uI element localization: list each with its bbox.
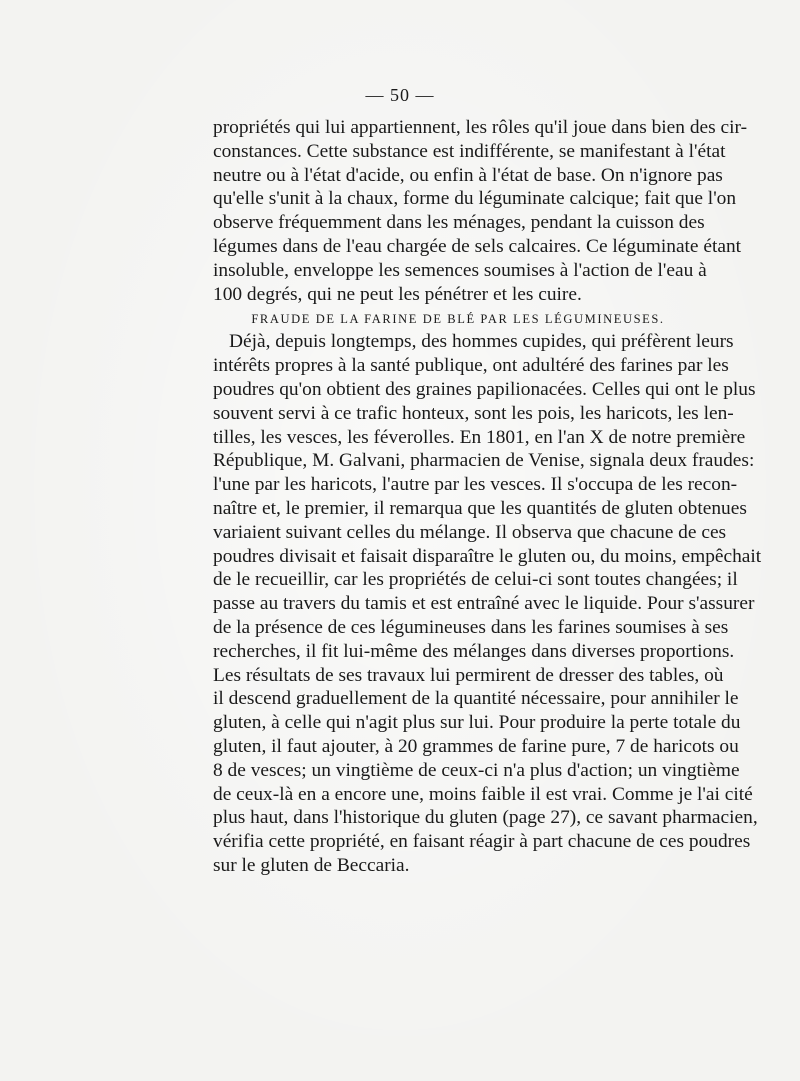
- text-line: qu'elle s'unit à la chaux, forme du léguminate calcique; fait que l'on: [213, 188, 737, 210]
- text-line: l'une par les haricots, l'autre par les vesces. Il s'occupa de les recon-: [213, 474, 738, 496]
- paragraph-1: [213, 116, 748, 306]
- text-line: constances. Cette substance est indifférente, se manifestant à l'état: [213, 140, 726, 162]
- text-line: de ceux-là en a encore une, moins faible il est vrai. Comme je l'ai cité: [213, 783, 753, 805]
- text-line: 8 de vesces; un vingtième de ceux-ci n'a plus d'action; un vingtième: [213, 759, 740, 781]
- page-number: — 50 —: [365, 85, 435, 105]
- text-line: neutre ou à l'état d'acide, ou enfin à l'état de base. On n'ignore pas: [213, 164, 723, 186]
- text-line: souvent servi à ce trafic honteux, sont les pois, les haricots, les len-: [213, 402, 734, 424]
- text-line: variaient suivant celles du mélange. Il observa que chacune de ces: [213, 521, 727, 543]
- text-line: propriétés qui lui appartiennent, les rôles qu'il joue dans bien des cir-: [213, 117, 748, 138]
- text-line: plus haut, dans l'historique du gluten (page 27), ce savant pharmacien,: [213, 807, 758, 829]
- text-line: recherches, il fit lui-même des mélanges dans diverses proportions.: [213, 640, 735, 662]
- text-line: intérêts propres à la santé publique, ont adultéré des farines par les: [213, 355, 729, 377]
- paragraph-2: [213, 330, 762, 877]
- text-line: de la présence de ces légumineuses dans les farines soumises à ses: [213, 616, 729, 638]
- text-line: poudres divisait et faisait disparaître le gluten ou, du moins, empêchait: [213, 545, 762, 567]
- text-line: il descend graduellement de la quantité nécessaire, pour annihiler le: [213, 688, 739, 710]
- text-line: poudres qu'on obtient des graines papilionacées. Celles qui ont le plus: [213, 378, 756, 400]
- text-line: vérifia cette propriété, en faisant réagir à part chacune de ces poudres: [213, 831, 751, 853]
- text-line: gluten, il faut ajouter, à 20 grammes de farine pure, 7 de haricots ou: [213, 735, 739, 757]
- text-line: insoluble, enveloppe les semences soumises à l'action de l'eau à: [213, 259, 707, 281]
- page-body: [213, 116, 762, 878]
- text-line: observe fréquemment dans les ménages, pendant la cuisson des: [213, 212, 705, 234]
- text-line: gluten, à celle qui n'agit plus sur lui. Pour produire la perte totale du: [213, 712, 741, 734]
- text-line: passe au travers du tamis et est entraîné avec le liquide. Pour s'assurer: [213, 593, 755, 615]
- text-line: sur le gluten de Beccaria.: [213, 854, 410, 876]
- section-heading: FRAUDE DE LA FARINE DE BLÉ PAR LES LÉGUMINEUSES.: [251, 312, 665, 327]
- text-line: République, M. Galvani, pharmacien de Venise, signala deux fraudes:: [213, 450, 755, 472]
- text-line: naître et, le premier, il remarqua que les quantités de gluten obtenues: [213, 497, 747, 519]
- text-line: de le recueillir, car les propriétés de celui-ci sont toutes changées; il: [213, 569, 738, 591]
- text-line: Déjà, depuis longtemps, des hommes cupides, qui préfèrent leurs: [229, 331, 734, 353]
- text-line: tilles, les vesces, les féverolles. En 1801, en l'an X de notre première: [213, 426, 746, 448]
- text-line: Les résultats de ses travaux lui permirent de dresser des tables, où: [213, 664, 724, 686]
- text-line: légumes dans de l'eau chargée de sels calcaires. Ce léguminate étant: [213, 235, 742, 257]
- text-line: 100 degrés, qui ne peut les pénétrer et les cuire.: [213, 283, 582, 305]
